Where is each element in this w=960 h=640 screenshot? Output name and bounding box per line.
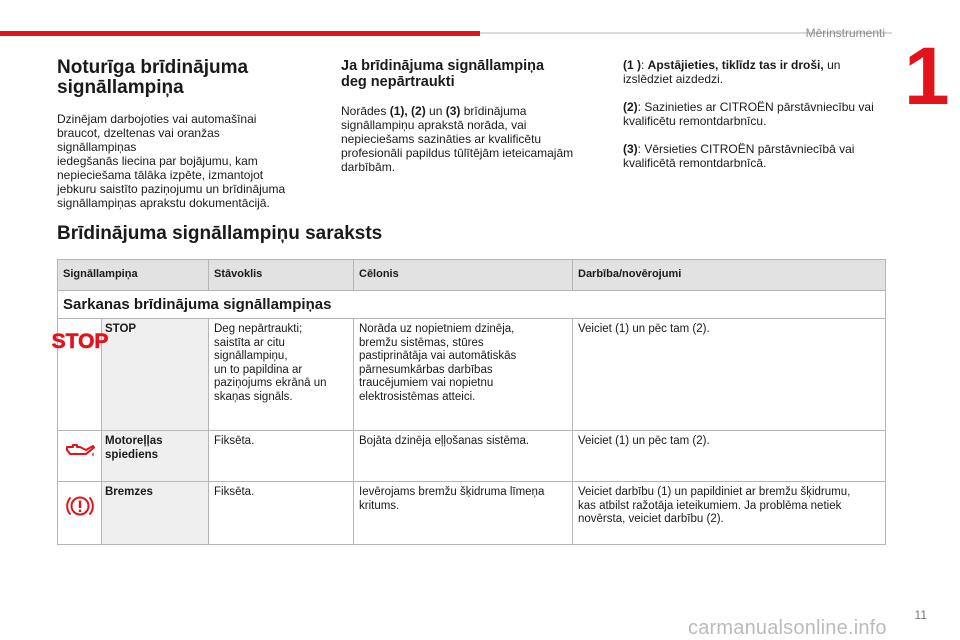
lamp-cause: Bojāta dzinēja eļļošanas sistēma. bbox=[354, 431, 573, 482]
col-header-state: Stāvoklis bbox=[209, 260, 354, 291]
intro-column-1 bbox=[57, 58, 289, 210]
intro-column-2 bbox=[341, 58, 581, 174]
chapter-number: 1 bbox=[904, 31, 950, 122]
section-name: Mērinstrumenti bbox=[805, 26, 885, 40]
note-1: (1 ): Apstājieties, tiklīdz tas ir droši, un izslēdziet aizdedzi. bbox=[623, 58, 841, 86]
col-header-action: Darbība/novērojumi bbox=[573, 260, 886, 291]
lamp-action: Veiciet (1) un pēc tam (2). bbox=[573, 431, 886, 482]
warning-list-title: Brīdinājuma signāllampiņu saraksts bbox=[57, 223, 383, 244]
table-row bbox=[58, 431, 886, 482]
lamp-cause: Ievērojams bremžu šķidruma līmeņa kritums. bbox=[354, 482, 573, 545]
intro-paragraph-2: Norādes (1), (2) un (3) brīdinājuma signāllampiņu aprakstā norāda, vai nepieciešams sazināties ar kvalificētu profesionāli papildus tūlītējām ieteicamajām darbībām. bbox=[341, 104, 574, 174]
note-3: (3): Vērsieties CITROËN pārstāvniecībā vai kvalificētā remontdarbnīcā. bbox=[623, 142, 855, 170]
lamp-cause: Norāda uz nopietniem dzinēja, bremžu sistēmas, stūres pastiprinātāja vai automātiskās pārnesumkārbas darbības traucējumiem vai nopietnu elektrosistēmas atteici. bbox=[354, 319, 573, 431]
col-header-cause: Cēlonis bbox=[354, 260, 573, 291]
section-row-red bbox=[58, 291, 886, 319]
lamp-state: Fiksēta. bbox=[209, 431, 354, 482]
header-red-bar bbox=[0, 31, 480, 36]
lamp-name: STOP bbox=[102, 319, 209, 431]
note-2: (2): Sazinieties ar CITROËN pārstāvniecību vai kvalificētu remontdarbnīcu. bbox=[623, 100, 874, 128]
watermark: carmanualsonline.info bbox=[688, 617, 887, 639]
table-header-row bbox=[58, 260, 886, 291]
intro-paragraph-1: Dzinējam darbojoties vai automašīnai braucot, dzeltenas vai oranžas signāllampiņas iedegšanās liecina par bojājumu, kam nepieciešama tālāka izpēte, izmantojot jebkuru saistīto paziņojumu un brīdinājuma signāllampiņas aprakstu dokumentācijā. bbox=[57, 112, 286, 210]
lamp-action: Veiciet (1) un pēc tam (2). bbox=[573, 319, 886, 431]
svg-text:STOP: STOP bbox=[51, 330, 108, 353]
lamp-name: Motoreļļas spiediens bbox=[102, 431, 209, 482]
heading-lamp-stays-on: Ja brīdinājuma signāllampiņa deg nepārtraukti bbox=[341, 58, 545, 90]
warning-lights-table bbox=[51, 259, 886, 545]
lamp-state: Deg nepārtraukti; saistīta ar citu signāllampiņu, un to papildina ar paziņojums ekrānā un skaņas signāls. bbox=[209, 319, 354, 431]
lamp-action: Veiciet darbību (1) un papildiniet ar bremžu šķidrumu, kas atbilst ražotāja ieteikumiem. Ja problēma netiek novērsta, veiciet darbību (2). bbox=[573, 482, 886, 545]
oil-can-icon bbox=[64, 441, 96, 461]
lamp-state: Fiksēta. bbox=[209, 482, 354, 545]
section-title-red: Sarkanas brīdinājuma signāllampiņas bbox=[58, 291, 886, 319]
heading-persistent-warning: Noturīga brīdinājuma signāllampiņa bbox=[57, 57, 249, 98]
table-row bbox=[58, 319, 886, 431]
page-number: 11 bbox=[914, 608, 927, 622]
brake-warning-icon bbox=[64, 492, 96, 520]
stop-icon bbox=[51, 329, 108, 353]
col-header-lamp: Signāllampiņa bbox=[58, 260, 209, 291]
notes-column bbox=[623, 58, 885, 184]
table-row bbox=[58, 482, 886, 545]
lamp-name: Bremzes bbox=[102, 482, 209, 545]
